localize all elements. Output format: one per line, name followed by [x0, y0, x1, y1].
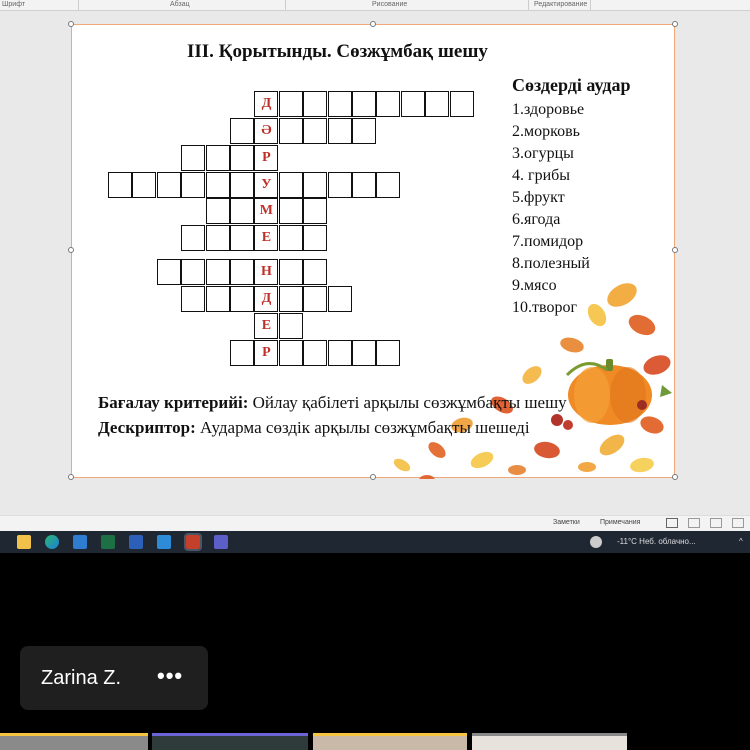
crossword-key-letter: М — [254, 198, 278, 224]
words-heading: Сөздерді аудар — [512, 75, 631, 95]
edge-icon[interactable] — [45, 535, 59, 549]
crossword-cell — [206, 172, 230, 198]
descriptor-text: Аудармa сөздік арқылы сөзжұмбақты шешеді — [195, 418, 530, 437]
ribbon-group-paragraph[interactable]: Абзац — [170, 1, 190, 8]
crossword-cell — [230, 118, 254, 144]
resize-handle[interactable] — [370, 21, 376, 27]
resize-handle[interactable] — [68, 474, 74, 480]
crossword-cell — [181, 259, 205, 285]
crossword-cell — [303, 118, 327, 144]
crossword-cell — [206, 225, 230, 251]
crossword-cell — [279, 340, 303, 366]
crossword-cell — [376, 340, 400, 366]
crossword-cell — [328, 172, 352, 198]
ribbon-group-editing[interactable]: Редактирование — [534, 1, 588, 8]
word-item: 10.творог — [512, 299, 577, 316]
crossword-cell — [157, 172, 181, 198]
file-explorer-icon[interactable] — [17, 535, 31, 549]
word-item: 8.полезный — [512, 255, 590, 272]
crossword-cell — [425, 91, 449, 117]
crossword-cell — [230, 145, 254, 171]
crossword-cell — [450, 91, 474, 117]
crossword-key-letter: Ә — [254, 118, 278, 144]
resize-handle[interactable] — [68, 21, 74, 27]
resize-handle[interactable] — [370, 474, 376, 480]
crossword-cell — [303, 91, 327, 117]
participant-name: Zarina Z. — [41, 667, 122, 689]
windows-taskbar — [0, 531, 750, 553]
slide-sorter-icon[interactable] — [688, 518, 700, 528]
crossword-cell — [230, 286, 254, 312]
excel-icon[interactable] — [101, 535, 115, 549]
crossword-cell — [328, 286, 352, 312]
crossword-cell — [352, 340, 376, 366]
criteria-text: Ойлау қабілеті арқылы сөзжұмбақты шешу — [248, 393, 567, 412]
word-icon[interactable] — [129, 535, 143, 549]
slide-canvas[interactable] — [71, 24, 675, 478]
crossword-cell — [279, 259, 303, 285]
crossword-key-letter: Н — [254, 259, 278, 285]
crossword-cell — [181, 145, 205, 171]
teams-icon[interactable] — [214, 535, 228, 549]
crossword-cell — [181, 286, 205, 312]
crossword-cell — [303, 198, 327, 224]
crossword-key-letter: Р — [254, 145, 278, 171]
word-item: 4. грибы — [512, 167, 571, 184]
slideshow-icon[interactable] — [732, 518, 744, 528]
ribbon-group-drawing[interactable]: Рисование — [372, 1, 408, 8]
status-bar — [0, 515, 750, 531]
crossword-cell — [303, 172, 327, 198]
slide-title: III. Қорытынды. Сөзжұмбақ шешу — [187, 41, 488, 62]
word-item: 3.огурцы — [512, 145, 574, 162]
crossword-cell — [230, 198, 254, 224]
resize-handle[interactable] — [672, 474, 678, 480]
crossword-cell — [303, 225, 327, 251]
crossword-cell — [108, 172, 132, 198]
reading-view-icon[interactable] — [710, 518, 722, 528]
criteria-label: Бағалау критерийі: — [98, 393, 249, 412]
crossword-cell — [279, 225, 303, 251]
crossword-cell — [352, 172, 376, 198]
video-thumbnail[interactable] — [313, 733, 467, 750]
crossword-cell — [181, 225, 205, 251]
comments-button[interactable]: Примечания — [600, 519, 641, 526]
crossword-key-letter: У — [254, 172, 278, 198]
normal-view-icon[interactable] — [666, 518, 678, 528]
crossword-cell — [303, 340, 327, 366]
resize-handle[interactable] — [672, 21, 678, 27]
crossword-cell — [279, 198, 303, 224]
help-icon[interactable] — [590, 536, 602, 548]
word-item: 9.мясо — [512, 277, 557, 294]
participant-tile[interactable] — [20, 646, 208, 710]
crossword-cell — [303, 259, 327, 285]
crossword-cell — [376, 91, 400, 117]
word-item: 2.морковь — [512, 123, 580, 140]
notes-button[interactable]: Заметки — [553, 519, 580, 526]
video-thumbnail[interactable] — [152, 733, 308, 750]
crossword-key-letter: Е — [254, 313, 278, 339]
word-item: 1.здоровье — [512, 101, 585, 118]
resize-handle[interactable] — [68, 247, 74, 253]
weather-widget[interactable]: -11°C Неб. облачно... — [617, 537, 696, 546]
crossword-cell — [230, 172, 254, 198]
word-item: 6.ягода — [512, 211, 561, 228]
tray-expand-icon[interactable]: ^ — [739, 537, 743, 546]
descriptor-label: Дескриптор: — [98, 418, 196, 437]
crossword-cell — [376, 172, 400, 198]
crossword-cell — [132, 172, 156, 198]
crossword-cell — [230, 225, 254, 251]
crossword-cell — [230, 340, 254, 366]
crossword-cell — [279, 286, 303, 312]
crossword-cell — [352, 91, 376, 117]
video-thumbnail[interactable] — [0, 733, 148, 750]
crossword-cell — [206, 145, 230, 171]
crossword-cell — [328, 118, 352, 144]
resize-handle[interactable] — [672, 247, 678, 253]
word-list — [512, 99, 590, 319]
crossword-key-letter: Е — [254, 225, 278, 251]
mail-icon[interactable] — [73, 535, 87, 549]
more-options-icon[interactable]: ••• — [157, 663, 184, 688]
crossword-cell — [279, 118, 303, 144]
crossword-cell — [181, 172, 205, 198]
powerpoint-icon[interactable] — [186, 535, 200, 549]
crossword-cell — [279, 313, 303, 339]
word-item: 5.фрукт — [512, 189, 565, 206]
crossword-key-letter: Д — [254, 91, 278, 117]
crossword-cell — [303, 286, 327, 312]
crossword-cell — [328, 340, 352, 366]
crossword-cell — [279, 91, 303, 117]
crossword-key-letter: Д — [254, 286, 278, 312]
crossword-cell — [352, 118, 376, 144]
descriptor — [98, 418, 530, 438]
crossword-cell — [401, 91, 425, 117]
crossword-key-letter: Р — [254, 340, 278, 366]
crossword-cell — [328, 91, 352, 117]
zoom-icon[interactable] — [157, 535, 171, 549]
ribbon-group-labels — [0, 0, 750, 11]
crossword-cell — [279, 172, 303, 198]
video-thumbnail[interactable] — [472, 733, 627, 750]
crossword-cell — [206, 198, 230, 224]
ribbon-group-font[interactable]: Шрифт — [2, 1, 26, 8]
word-item: 7.помидор — [512, 233, 584, 250]
crossword-cell — [230, 259, 254, 285]
crossword-cell — [206, 286, 230, 312]
crossword-cell — [206, 259, 230, 285]
assessment-criteria — [98, 393, 567, 413]
autumn-pumpkin-decoration — [342, 255, 676, 479]
crossword-cell — [157, 259, 181, 285]
